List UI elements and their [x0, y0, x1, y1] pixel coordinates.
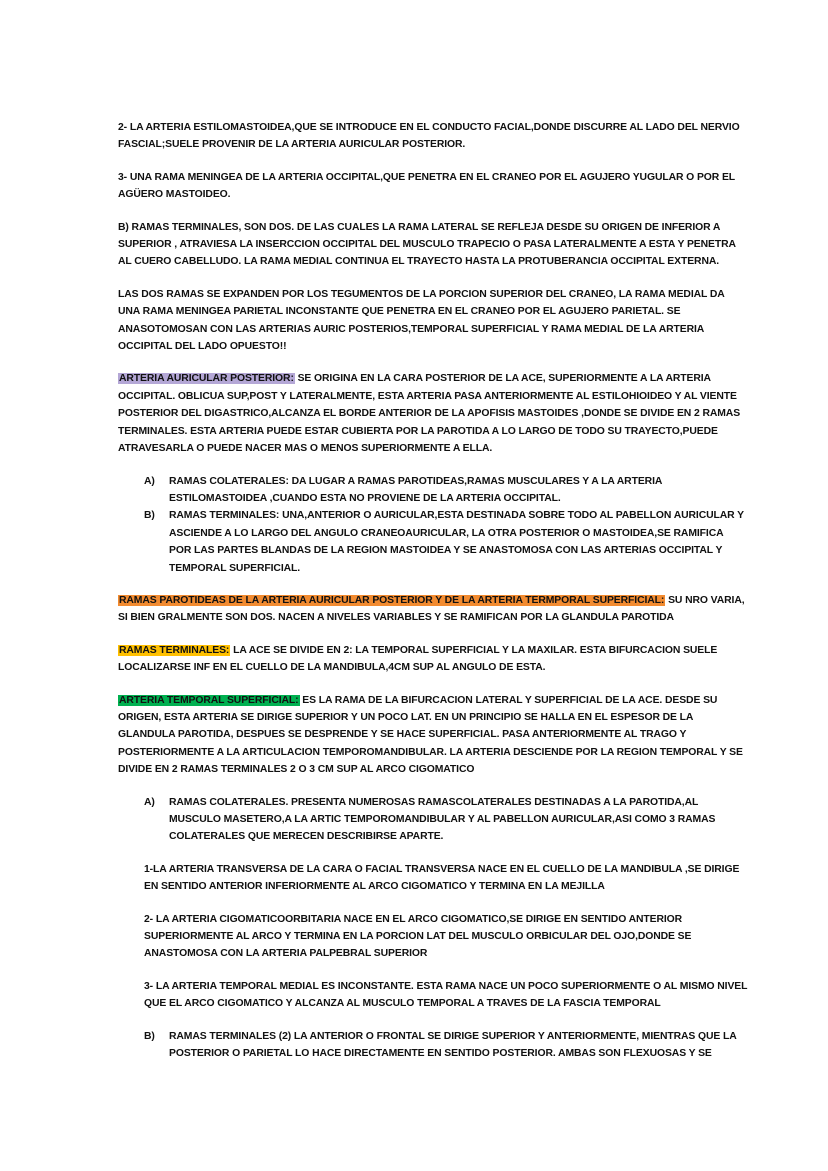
section-auricular-posterior [118, 370, 748, 457]
auricular-branches-list [118, 473, 748, 577]
paragraph-estilomastoidea: 2- LA ARTERIA ESTILOMASTOIDEA,QUE SE INTRODUCE EN EL CONDUCTO FACIAL,DONDE DISCURRE AL LADO DEL NERVIO FASCIAL;SUELE PROVENIR DE LA ARTERIA AURICULAR POSTERIOR. [118, 122, 740, 151]
list-item [118, 1028, 748, 1063]
heading-temporal-superficial: ARTERIA TEMPORAL SUPERFICIAL: [119, 694, 299, 706]
paragraph-rama-meningea: 3- UNA RAMA MENINGEA DE LA ARTERIA OCCIPITAL,QUE PENETRA EN EL CRANEO POR EL AGUJERO YUGULAR O POR EL AGÜERO MASTOIDEO. [118, 171, 735, 201]
list-marker: B) [144, 1030, 155, 1042]
paragraph-temporal-medial: 3- LA ARTERIA TEMPORAL MEDIAL ES INCONSTANTE. ESTA RAMA NACE UN POCO SUPERIORMENTE O AL MISMO NIVEL QUE EL ARCO CIGOMATICO Y ALCANZA AL MUSCULO TEMPORAL A TRAVES DE LA FASCIA TEMPORAL [144, 980, 748, 1010]
section-ramas-parotideas [118, 592, 748, 627]
paragraph-ramas-expanden: LAS DOS RAMAS SE EXPANDEN POR LOS TEGUMENTOS DE LA PORCION SUPERIOR DEL CRANEO, LA RAMA MEDIAL DA UNA RAMA MENINGEA PARIETAL INCONSTANTE QUE PENETRA EN EL CRANEO POR EL AGUJERO PARIETAL. SE ANASOTOMOSAN CON LAS ARTERIAS AURIC POSTERIOS,TEMPORAL SUPERFICIAL Y RAMA MEDIAL DE LA ARTERIA OCCIPITAL DEL LADO OPUESTO!! [118, 288, 725, 353]
list-marker: A) [144, 475, 155, 487]
list-item-text: RAMAS TERMINALES: UNA,ANTERIOR O AURICULAR,ESTA DESTINADA SOBRE TODO AL PABELLON AURICULAR Y ASCIENDE A LO LARGO DEL ANGULO CRANEOAURICULAR, LA OTRA POSTERIOR O MASTOIDEA,SE RAMIFICA POR LAS PARTES BLANDAS DE LA REGION MASTOIDEA Y SE ANASTOMOSA CON LAS ARTERIAS OCCIPITAL Y TEMPORAL SUPERFICIAL. [169, 510, 744, 574]
temporal-branches-list-b [118, 1028, 748, 1063]
list-item [118, 473, 748, 508]
list-item-text: RAMAS TERMINALES (2) LA ANTERIOR O FRONTAL SE DIRIGE SUPERIOR Y ANTERIORMENTE, MIENTRAS QUE LA POSTERIOR O PARIETAL LO HACE DIRECTAMENTE EN SENTIDO POSTERIOR. AMBAS SON FLEXUOSAS Y SE [169, 1030, 737, 1060]
list-marker: A) [144, 796, 155, 808]
section-temporal-superficial [118, 692, 748, 779]
heading-auricular-posterior: ARTERIA AURICULAR POSTERIOR: [119, 373, 294, 385]
temporal-superficial-text: ES LA RAMA DE LA BIFURCACION LATERAL Y SUPERFICIAL DE LA ACE. DESDE SU ORIGEN, ESTA ARTERIA SE DIRIGE SUPERIOR Y UN POCO LAT. EN UN PRINCIPIO SE HALLA EN EL ESPESOR DE LA GLANDULA PAROTIDA, DESPUES SE DESPRENDE Y SE HACE SUPERFICIAL. PASA ANTERIORMENTE AL TRAGO Y POSTERIORMENTE A LA ARTICULACION TEMPOROMANDIBULAR. LA ARTERIA DESCIENDE POR LA REGION TEMPORAL Y SE DIVIDE EN 2 RAMAS TERMINALES 2 O 3 CM SUP AL ARCO CIGOMATICO [118, 694, 743, 776]
auricular-posterior-text: SE ORIGINA EN LA CARA POSTERIOR DE LA ACE, SUPERIORMENTE A LA ARTERIA OCCIPITAL. OBLICUA SUP,POST Y LATERALMENTE, ESTA ARTERIA PASA ANTERIORMENTE AL ESTILOHIOIDEO Y AL VIENTE POSTERIOR DEL DIGASTRICO,ALCANZA EL BORDE ANTERIOR DE LA APOFISIS MASTOIDES ,DONDE SE DIVIDE EN 2 RAMAS TERMINALES. ESTA ARTERIA PUEDE ESTAR CUBIERTA POR LA PAROTIDA A LO LARGO DE TODO SU TRAYECTO,PUEDE ATRAVESARLA O PUEDE NACER MAS O MENOS SUPERIORMENTE A ELLA. [118, 373, 741, 455]
ramas-terminales-text: LA ACE SE DIVIDE EN 2: LA TEMPORAL SUPERFICIAL Y LA MAXILAR. ESTA BIFURCACION SUELE LOCALIZARSE INF EN EL CUELLO DE LA MANDIBULA,4CM SUP AL ANGULO DE ESTA. [118, 644, 718, 674]
list-item [118, 507, 748, 577]
paragraph-transversa-cara: 1-LA ARTERIA TRANSVERSA DE LA CARA O FACIAL TRANSVERSA NACE EN EL CUELLO DE LA MANDIBULA ,SE DIRIGE EN SENTIDO ANTERIOR INFERIORMENTE AL ARCO CIGOMATICO Y TERMINA EN LA MEJILLA [144, 863, 740, 893]
document-body [118, 119, 748, 1077]
list-item-text: RAMAS COLATERALES: DA LUGAR A RAMAS PAROTIDEAS,RAMAS MUSCULARES Y A LA ARTERIA ESTILOMASTOIDEA ,CUANDO ESTA NO PROVIENE DE LA ARTERIA OCCIPITAL. [169, 475, 662, 504]
heading-ramas-terminales: RAMAS TERMINALES: [119, 644, 230, 656]
section-ramas-terminales [118, 642, 748, 677]
paragraph-cigomaticoorbitaria: 2- LA ARTERIA CIGOMATICOORBITARIA NACE EN EL ARCO CIGOMATICO,SE DIRIGE EN SENTIDO ANTERIOR SUPERIORMENTE AL ARCO Y TERMINA EN LA PORCION LAT DEL MUSCULO ORBICULAR DEL OJO,DONDE SE ANASTOMOSA CON LA ARTERIA PALPEBRAL SUPERIOR [144, 913, 692, 960]
temporal-branches-list-a [118, 794, 748, 846]
list-item-text: RAMAS COLATERALES. PRESENTA NUMEROSAS RAMASCOLATERALES DESTINADAS A LA PAROTIDA,AL MUSCULO MASETERO,A LA ARTIC TEMPOROMANDIBULAR Y AL PABELLON AURICULAR,ASI COMO 3 RAMAS COLATERALES QUE MERECEN DESCRIBIRSE APARTE. [169, 796, 716, 843]
heading-ramas-parotideas: RAMAS PAROTIDEAS DE LA ARTERIA AURICULAR POSTERIOR Y DE LA ARTERIA TERMPORAL SUPERFICIAL: [119, 594, 665, 606]
list-marker: B) [144, 510, 155, 522]
ramas-parotideas-text: SU NRO VARIA, SI BIEN GRALMENTE SON DOS. NACEN A NIVELES VARIABLES Y SE RAMIFICAN POR LA GLANDULA PAROTIDA [118, 594, 745, 624]
paragraph-ramas-terminales-occipital: B) RAMAS TERMINALES, SON DOS. DE LAS CUALES LA RAMA LATERAL SE REFLEJA DESDE SU ORIGEN DE INFERIOR A SUPERIOR , ATRAVIESA LA INSERCCION OCCIPITAL DEL MUSCULO TRAPECIO O PASA LATERALMENTE A ESTA Y PENETRA AL CUERO CABELLUDO. LA RAMA MEDIAL CONTINUA EL TRAYECTO HASTA LA PROTUBERANCIA OCCIPITAL EXTERNA. [118, 221, 736, 268]
list-item [118, 794, 748, 846]
